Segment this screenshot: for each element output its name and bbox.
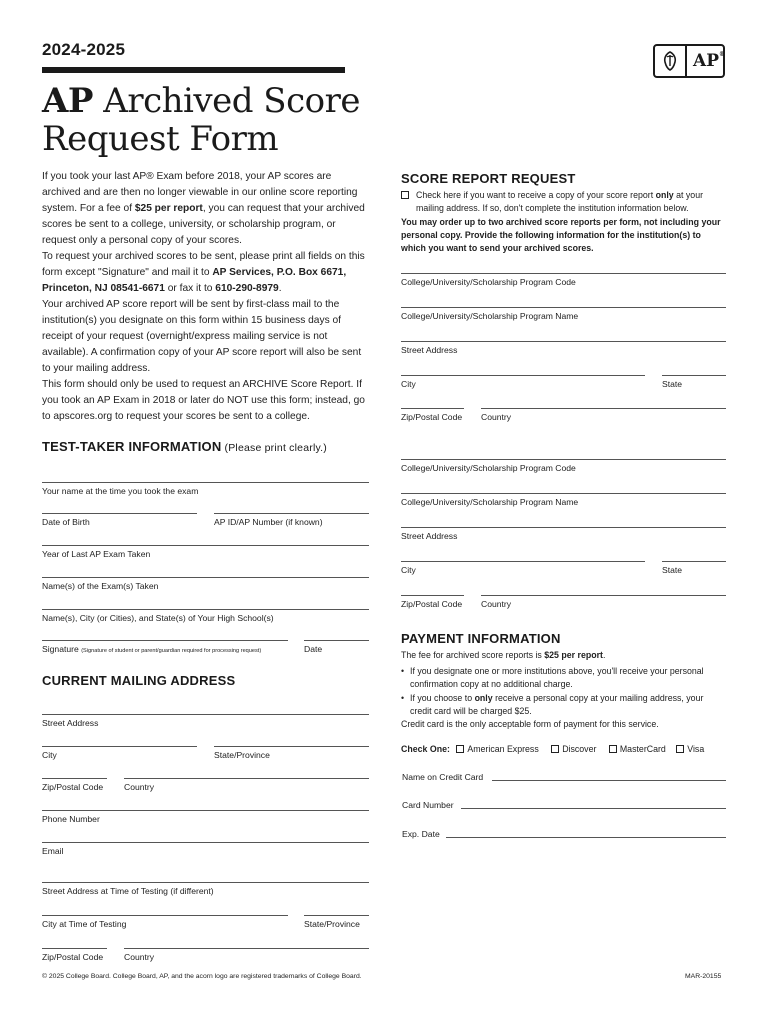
- city-field[interactable]: [42, 746, 197, 747]
- intro-paragraph-2: To request your archived scores to be sent, please print all fields on this form except "Signature" and mail it to AP Services, P.O. Box 6671, Princeton, NJ 08541-6671 or fax it to 610-290-8979.: [42, 251, 365, 294]
- discover-checkbox[interactable]: [551, 745, 559, 753]
- option-mastercard[interactable]: MasterCard: [609, 744, 666, 754]
- exp-date-field[interactable]: [446, 837, 726, 838]
- country-field[interactable]: [124, 778, 369, 779]
- intro-paragraph-4: This form should only be used to request an ARCHIVE Score Report. If you took an AP Exam in 2018 or later do NOT use this form; instead, go to apscores.org to request your scores be sent to a college.: [42, 379, 365, 422]
- inst2-zip-label: Zip/Postal Code: [401, 599, 463, 609]
- email-field[interactable]: [42, 842, 369, 843]
- zip-label: Zip/Postal Code: [42, 782, 104, 792]
- inst1-country-label: Country: [481, 412, 512, 422]
- state-label: State/Province: [214, 750, 270, 760]
- signature-label: Signature (Signature of student or parent/guardian required for processing request): [42, 644, 262, 654]
- dob-label: Date of Birth: [42, 517, 90, 527]
- name-label: Your name at the time you took the exam: [42, 486, 199, 496]
- city-testing-field[interactable]: [42, 915, 288, 916]
- title-line2: Request Form: [42, 119, 279, 159]
- copyright-footer: © 2025 College Board. College Board, AP, and the acorn logo are registered trademarks of College Board.: [42, 973, 362, 980]
- name-on-card-field[interactable]: [492, 780, 726, 781]
- test-taker-heading: TEST-TAKER INFORMATION (Please print clearly.): [42, 439, 327, 454]
- acorn-icon: [655, 46, 687, 76]
- form-code: MAR-20155: [685, 973, 722, 980]
- signature-field[interactable]: [42, 640, 288, 641]
- payment-heading: PAYMENT INFORMATION: [401, 631, 561, 646]
- zip-testing-field[interactable]: [42, 948, 107, 949]
- city-label: City: [42, 750, 57, 760]
- option-discover[interactable]: Discover: [551, 744, 596, 754]
- inst1-name-label: College/University/Scholarship Program Name: [401, 311, 579, 321]
- amex-checkbox[interactable]: [456, 745, 464, 753]
- exams-field[interactable]: [42, 577, 369, 578]
- payment-fee: The fee for archived score reports is $25 per report.: [401, 650, 606, 660]
- high-school-label: Name(s), City (or Cities), and State(s) of Your High School(s): [42, 613, 274, 623]
- payment-bullet-2: • If you choose to only receive a personal copy at your mailing address, your credit card will be charged $25.: [401, 693, 704, 716]
- exp-date-label: Exp. Date: [402, 829, 440, 839]
- visa-checkbox[interactable]: [676, 745, 684, 753]
- date-field[interactable]: [304, 640, 369, 641]
- zip-field[interactable]: [42, 778, 107, 779]
- email-label: Email: [42, 846, 64, 856]
- inst2-country-field[interactable]: [481, 595, 726, 596]
- title-bold: AP: [42, 81, 93, 121]
- name-field[interactable]: [42, 482, 369, 483]
- inst1-name-field[interactable]: [401, 307, 726, 308]
- inst2-city-label: City: [401, 565, 416, 575]
- card-only-note: Credit card is the only acceptable form of payment for this service.: [401, 719, 659, 729]
- year-last-field[interactable]: [42, 545, 369, 546]
- inst2-code-field[interactable]: [401, 459, 726, 460]
- state-testing-label: State/Province: [304, 919, 360, 929]
- state-field[interactable]: [214, 746, 369, 747]
- registered-mark: ®: [718, 51, 725, 58]
- personal-copy-checkbox[interactable]: [401, 191, 409, 199]
- inst1-city-label: City: [401, 379, 416, 389]
- country-testing-label: Country: [124, 952, 155, 962]
- street-label: Street Address: [42, 718, 99, 728]
- check-one-label: Check One:: [401, 744, 450, 754]
- personal-copy-option: Check here if you want to receive a copy of your score report only at your mailing address. If so, don't complete the institution information below.: [401, 189, 726, 215]
- year-divider: [42, 67, 345, 73]
- dob-field[interactable]: [42, 513, 197, 514]
- inst1-zip-field[interactable]: [401, 408, 464, 409]
- apid-field[interactable]: [214, 513, 369, 514]
- form-year: 2024-2025: [42, 40, 126, 59]
- intro-paragraph-1: If you took your last AP® Exam before 2018, your AP scores are archived and are then no longer viewable in our online score reporting system. For a fee of $25 per report, you can request that your archived scores be sent to a college, university, or scholarship program, or request only a personal copy of your scores.: [42, 171, 365, 246]
- country-testing-field[interactable]: [124, 948, 369, 949]
- payment-bullet-1: • If you designate one or more institutions above, you'll receive your personal confirmation copy at no additional charge.: [401, 666, 704, 689]
- inst1-state-field[interactable]: [662, 375, 726, 376]
- score-report-heading: SCORE REPORT REQUEST: [401, 171, 576, 186]
- phone-field[interactable]: [42, 810, 369, 811]
- inst2-name-label: College/University/Scholarship Program Name: [401, 497, 579, 507]
- inst1-state-label: State: [662, 379, 683, 389]
- inst2-state-label: State: [662, 565, 683, 575]
- inst2-city-field[interactable]: [401, 561, 645, 562]
- apid-label: AP ID/AP Number (if known): [214, 517, 323, 527]
- inst2-street-label: Street Address: [401, 531, 458, 541]
- state-testing-field[interactable]: [304, 915, 369, 916]
- street-testing-label: Street Address at Time of Testing (if different): [42, 886, 214, 896]
- date-label: Date: [304, 644, 323, 654]
- year-last-label: Year of Last AP Exam Taken: [42, 549, 151, 559]
- zip-testing-label: Zip/Postal Code: [42, 952, 104, 962]
- inst1-street-label: Street Address: [401, 345, 458, 355]
- inst2-state-field[interactable]: [662, 561, 726, 562]
- inst2-zip-field[interactable]: [401, 595, 464, 596]
- score-report-note: You may order up to two archived score reports per form, not including your personal copy. Provide the following information for the institution(s) to which you want to send your archived scores.: [401, 217, 721, 253]
- phone-label: Phone Number: [42, 814, 100, 824]
- intro-paragraph-3: Your archived AP score report will be sent by first-class mail to the institution(s) you designate on this form within 15 business days of receipt of your request (overnight/express mailing service is not available). A confirmation copy of your AP score report will also be sent to your mailing address.: [42, 299, 362, 374]
- exams-label: Name(s) of the Exam(s) Taken: [42, 581, 159, 591]
- inst2-street-field[interactable]: [401, 527, 726, 528]
- street-field[interactable]: [42, 714, 369, 715]
- high-school-field[interactable]: [42, 609, 369, 610]
- name-on-card-label: Name on Credit Card: [402, 772, 484, 782]
- logo-text: AP: [693, 51, 719, 71]
- inst2-country-label: Country: [481, 599, 512, 609]
- inst1-zip-label: Zip/Postal Code: [401, 412, 463, 422]
- inst1-code-label: College/University/Scholarship Program Code: [401, 277, 576, 287]
- inst1-code-field[interactable]: [401, 273, 726, 274]
- ap-logo: [653, 44, 725, 78]
- option-visa[interactable]: Visa: [676, 744, 704, 754]
- title-rest: Archived Score: [92, 81, 360, 121]
- street-testing-field[interactable]: [42, 882, 369, 883]
- inst1-city-field[interactable]: [401, 375, 645, 376]
- inst1-country-field[interactable]: [481, 408, 726, 409]
- option-amex[interactable]: American Express: [456, 744, 538, 754]
- city-testing-label: City at Time of Testing: [42, 919, 127, 929]
- country-label: Country: [124, 782, 155, 792]
- mailing-heading: CURRENT MAILING ADDRESS: [42, 673, 236, 688]
- inst1-street-field[interactable]: [401, 341, 726, 342]
- inst2-name-field[interactable]: [401, 493, 726, 494]
- mastercard-checkbox[interactable]: [609, 745, 617, 753]
- card-type-row: [401, 743, 731, 756]
- card-number-label: Card Number: [402, 800, 454, 810]
- page-title: [42, 82, 360, 158]
- card-number-field[interactable]: [461, 808, 726, 809]
- inst2-code-label: College/University/Scholarship Program Code: [401, 463, 576, 473]
